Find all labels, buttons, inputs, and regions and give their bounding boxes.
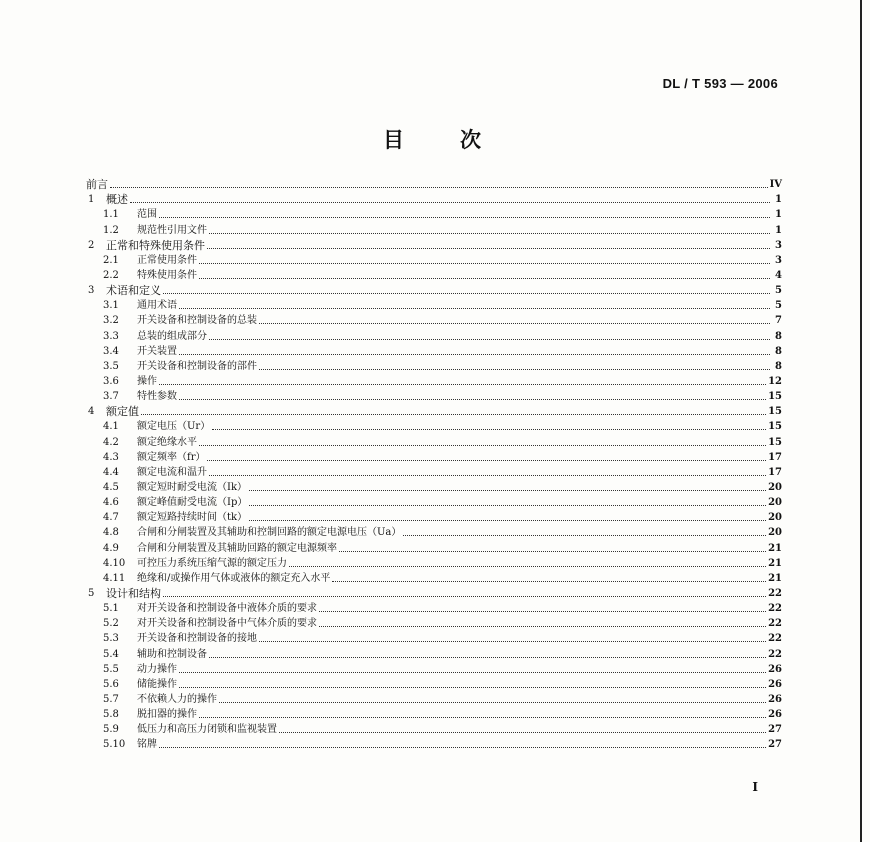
toc-entry-page: 8 (775, 345, 782, 357)
toc-entry[interactable] (86, 206, 782, 221)
toc-entry[interactable] (86, 282, 782, 297)
toc-entry-page: 1 (775, 224, 782, 236)
toc-entry-number: 1.1 (103, 209, 119, 221)
toc-entry-number: 4.5 (103, 481, 119, 493)
toc-entry-number: 5.2 (103, 618, 119, 630)
toc-entry-page: 7 (775, 315, 782, 327)
dot-leader (199, 716, 766, 718)
toc-entry-page: 26 (768, 709, 782, 721)
toc-entry-page: 15 (768, 421, 782, 433)
toc-entry-number: 3.6 (103, 375, 119, 387)
dot-leader (179, 686, 766, 688)
dot-leader (179, 353, 770, 355)
toc-entry-page: 22 (768, 648, 782, 660)
toc-entry-number: 1.2 (103, 224, 119, 236)
toc-entry-title: 范围 (137, 209, 157, 221)
dot-leader (199, 262, 770, 264)
toc-entry-number: 2 (88, 239, 95, 251)
toc-entry-title: 储能操作 (137, 678, 177, 690)
toc-entry-title: 概述 (106, 193, 128, 207)
toc-entry-title: 绝缘和/或操作用气体或液体的额定充入水平 (137, 572, 331, 584)
toc-entry-title: 额定值 (106, 405, 139, 419)
toc-entry-page: 1 (775, 209, 782, 221)
toc-entry-number: 3.2 (103, 315, 119, 327)
toc-entry-title: 规范性引用文件 (137, 224, 207, 236)
toc-entry-page: 5 (775, 285, 782, 297)
toc-entry-title: 前言 (86, 178, 108, 192)
dot-leader (130, 201, 770, 203)
page-number: I (752, 780, 758, 794)
toc-entry-page: 27 (768, 739, 782, 751)
toc-entry[interactable] (86, 479, 782, 494)
toc-entry-page: 15 (768, 436, 782, 448)
toc-entry-title: 总装的组成部分 (137, 330, 207, 342)
toc-entry-page: 21 (768, 542, 782, 554)
dot-leader (219, 701, 766, 703)
toc-entry-page: 17 (768, 451, 782, 463)
dot-leader (163, 595, 766, 597)
toc-entry-number: 4.4 (103, 466, 119, 478)
toc-entry-page: 3 (775, 239, 782, 251)
toc-entry-number: 4.1 (103, 421, 119, 433)
toc-entry[interactable] (86, 433, 782, 448)
toc-entry-page: 21 (768, 572, 782, 584)
toc-entry-page: 22 (768, 618, 782, 630)
toc-entry-title: 动力操作 (137, 663, 177, 675)
dot-leader (289, 565, 766, 567)
toc-entry[interactable] (86, 661, 782, 676)
toc-entry-title: 操作 (137, 375, 157, 387)
toc-entry-number: 5.4 (103, 648, 119, 660)
toc-entry[interactable] (86, 343, 782, 358)
toc-entry-title: 辅助和控制设备 (137, 648, 207, 660)
toc-entry-number: 3.7 (103, 391, 119, 403)
toc-entry-title: 额定短路持续时间（tk） (137, 512, 248, 524)
toc-entry-title: 开关设备和控制设备的部件 (137, 360, 257, 372)
toc-entry-page: 1 (775, 194, 782, 206)
toc-entry-page: IV (769, 179, 782, 191)
toc-entry-number: 4.6 (103, 497, 119, 509)
toc-entry-number: 5.3 (103, 633, 119, 645)
toc-entry-number: 4.11 (103, 572, 126, 584)
toc-entry[interactable] (86, 691, 782, 706)
toc-entry-title: 设计和结构 (106, 586, 161, 600)
toc-entry-page: 3 (775, 254, 782, 266)
toc-entry-number: 4.8 (103, 527, 119, 539)
toc-entry-page: 15 (768, 391, 782, 403)
toc-entry[interactable] (86, 736, 782, 751)
toc-entry[interactable] (86, 388, 782, 403)
dot-leader (179, 307, 770, 309)
toc-entry[interactable] (86, 327, 782, 342)
dot-leader (159, 746, 766, 748)
toc-entry[interactable] (86, 297, 782, 312)
dot-leader (209, 338, 770, 340)
toc-entry-title: 合闸和分闸装置及其辅助回路的额定电源频率 (137, 542, 337, 554)
toc-entry[interactable] (86, 312, 782, 327)
toc-entry-title: 额定短时耐受电流（Ik） (137, 481, 248, 493)
toc-entry-number: 3.3 (103, 330, 119, 342)
dot-leader (403, 534, 766, 536)
dot-leader (141, 413, 766, 415)
dot-leader (209, 474, 766, 476)
dot-leader (179, 671, 766, 673)
dot-leader (199, 444, 766, 446)
dot-leader (110, 186, 768, 188)
table-of-contents (86, 176, 782, 751)
toc-entry-number: 2.1 (103, 254, 119, 266)
toc-entry-page: 20 (768, 512, 782, 524)
toc-entry-number: 5 (88, 587, 95, 599)
toc-entry-number: 5.5 (103, 663, 119, 675)
toc-entry-page: 5 (775, 300, 782, 312)
dot-leader (249, 504, 766, 506)
toc-entry-page: 8 (775, 360, 782, 372)
toc-entry-title: 额定电压（Ur） (137, 421, 211, 433)
dot-leader (259, 640, 766, 642)
dot-leader (259, 322, 770, 324)
toc-entry-title: 开关装置 (137, 345, 177, 357)
toc-entry-number: 3.5 (103, 360, 119, 372)
toc-entry-number: 5.9 (103, 724, 119, 736)
toc-entry[interactable] (86, 494, 782, 509)
toc-entry[interactable] (86, 721, 782, 736)
toc-entry-number: 1 (88, 194, 95, 206)
toc-entry-number: 4.7 (103, 512, 119, 524)
toc-entry-title: 额定绝缘水平 (137, 436, 197, 448)
toc-entry-number: 4.3 (103, 451, 119, 463)
toc-entry-page: 26 (768, 678, 782, 690)
toc-entry-title: 对开关设备和控制设备中气体介质的要求 (137, 618, 317, 630)
dot-leader (249, 489, 766, 491)
toc-entry-number: 3 (88, 285, 95, 297)
toc-entry-title: 通用术语 (137, 300, 177, 312)
toc-entry-number: 4.2 (103, 436, 119, 448)
toc-entry[interactable] (86, 570, 782, 585)
toc-entry-page: 20 (768, 481, 782, 493)
toc-entry[interactable] (86, 252, 782, 267)
dot-leader (339, 550, 766, 552)
toc-entry-number: 5.10 (103, 739, 126, 751)
dot-leader (319, 625, 766, 627)
toc-entry-number: 3.1 (103, 300, 119, 312)
toc-entry[interactable] (86, 585, 782, 600)
toc-entry-page: 22 (768, 603, 782, 615)
toc-entry-number: 4.10 (103, 557, 126, 569)
toc-entry[interactable] (86, 418, 782, 433)
dot-leader (209, 656, 766, 658)
toc-entry-number: 3.4 (103, 345, 119, 357)
toc-entry[interactable] (86, 615, 782, 630)
dot-leader (279, 731, 766, 733)
toc-entry[interactable] (86, 706, 782, 721)
toc-entry-page: 20 (768, 527, 782, 539)
toc-entry[interactable] (86, 676, 782, 691)
dot-leader (259, 368, 770, 370)
standard-code: DL / T 593 — 2006 (662, 76, 778, 91)
toc-entry[interactable] (86, 237, 782, 252)
toc-entry-title: 特殊使用条件 (137, 269, 197, 281)
toc-entry-page: 4 (775, 269, 782, 281)
dot-leader (209, 232, 770, 234)
toc-entry[interactable] (86, 630, 782, 645)
dot-leader (249, 519, 766, 521)
toc-entry-page: 12 (768, 375, 782, 387)
toc-entry[interactable] (86, 358, 782, 373)
dot-leader (319, 610, 766, 612)
toc-entry[interactable] (86, 191, 782, 206)
toc-entry-title: 额定峰值耐受电流（Ip） (137, 497, 248, 509)
toc-entry-title: 额定频率（fr） (137, 451, 206, 463)
toc-entry-title: 额定电流和温升 (137, 466, 207, 478)
toc-entry[interactable] (86, 176, 782, 191)
toc-entry[interactable] (86, 267, 782, 282)
toc-entry[interactable] (86, 221, 782, 236)
toc-entry-page: 26 (768, 693, 782, 705)
dot-leader (212, 428, 766, 430)
toc-entry-page: 22 (768, 633, 782, 645)
toc-entry-title: 正常使用条件 (137, 254, 197, 266)
toc-entry-title: 脱扣器的操作 (137, 709, 197, 721)
toc-entry-page: 20 (768, 497, 782, 509)
toc-entry-title: 铭牌 (137, 739, 157, 751)
dot-leader (179, 398, 766, 400)
toc-entry[interactable] (86, 524, 782, 539)
dot-leader (199, 277, 770, 279)
toc-entry-title: 正常和特殊使用条件 (106, 238, 205, 252)
toc-entry[interactable] (86, 403, 782, 418)
toc-entry-number: 5.6 (103, 678, 119, 690)
toc-entry[interactable] (86, 373, 782, 388)
toc-entry-title: 术语和定义 (106, 284, 161, 298)
toc-entry-page: 21 (768, 557, 782, 569)
dot-leader (159, 216, 770, 218)
toc-entry-number: 2.2 (103, 269, 119, 281)
toc-entry[interactable] (86, 600, 782, 615)
toc-entry-page: 22 (768, 587, 782, 599)
toc-entry-title: 对开关设备和控制设备中液体介质的要求 (137, 603, 317, 615)
toc-entry-number: 4.9 (103, 542, 119, 554)
toc-entry-title: 不依赖人力的操作 (137, 693, 217, 705)
toc-entry-number: 5.1 (103, 603, 119, 615)
dot-leader (163, 292, 770, 294)
toc-entry-title: 特性参数 (137, 391, 177, 403)
toc-entry-number: 4 (88, 406, 95, 418)
toc-entry-title: 开关设备和控制设备的接地 (137, 633, 257, 645)
page-title: 目次 (383, 128, 537, 152)
toc-entry-title: 开关设备和控制设备的总装 (137, 315, 257, 327)
page-edge (860, 0, 862, 842)
toc-entry-page: 8 (775, 330, 782, 342)
toc-entry-title: 合闸和分闸装置及其辅助和控制回路的额定电源电压（Ua） (137, 527, 402, 539)
dot-leader (159, 383, 766, 385)
toc-entry-number: 5.8 (103, 709, 119, 721)
toc-entry[interactable] (86, 539, 782, 554)
dot-leader (207, 459, 766, 461)
toc-entry-title: 可控压力系统压缩气源的额定压力 (137, 557, 287, 569)
toc-entry-page: 26 (768, 663, 782, 675)
dot-leader (332, 580, 766, 582)
toc-entry[interactable] (86, 449, 782, 464)
toc-entry[interactable] (86, 645, 782, 660)
toc-entry[interactable] (86, 509, 782, 524)
toc-entry-page: 17 (768, 466, 782, 478)
toc-entry[interactable] (86, 555, 782, 570)
toc-entry-number: 5.7 (103, 693, 119, 705)
dot-leader (207, 247, 770, 249)
toc-entry-page: 15 (768, 406, 782, 418)
toc-entry[interactable] (86, 464, 782, 479)
toc-entry-title: 低压力和高压力闭锁和监视装置 (137, 724, 277, 736)
toc-entry-page: 27 (768, 724, 782, 736)
